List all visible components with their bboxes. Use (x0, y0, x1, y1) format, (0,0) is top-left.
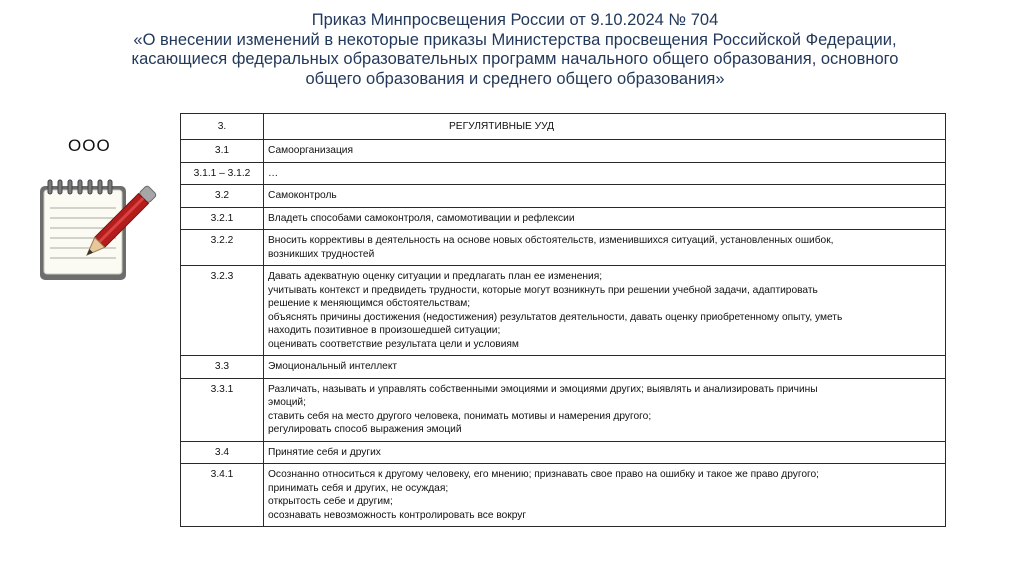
regulatory-uud-table (180, 113, 946, 527)
text-line: эмоций; (268, 397, 306, 408)
table-row (181, 441, 946, 464)
row-text (264, 266, 946, 356)
table-row (181, 356, 946, 379)
text-line: Владеть способами самоконтроля, самомотивации и рефлексии (268, 212, 575, 224)
row-text (264, 162, 946, 185)
table-row (181, 114, 946, 140)
text-line: Осознанно относиться к другому человеку, его мнению; признавать свое право на ошибку и такое же право другого; (268, 469, 819, 480)
text-line: осознавать невозможность контролировать все вокруг (268, 509, 527, 521)
row-number: 3.3 (181, 356, 264, 379)
table-row (181, 140, 946, 163)
row-text (264, 207, 946, 230)
text-line: объяснять причины достижения (недостижения) результатов деятельности, давать оценку приобретенному опыту, уметь (268, 311, 843, 323)
text-line: находить позитивное в произошедшей ситуации; (268, 325, 501, 336)
text-line: Эмоциональный интеллект (268, 361, 398, 372)
row-number: 3.2 (181, 185, 264, 208)
text-line: регулировать способ выражения эмоций (268, 424, 462, 435)
row-text (264, 378, 946, 441)
row-text (264, 114, 946, 140)
row-text (264, 356, 946, 379)
table-row (181, 266, 946, 356)
row-text (264, 185, 946, 208)
text-line: Давать адекватную оценку ситуации и предлагать план ее изменения; (268, 271, 603, 282)
table-row (181, 230, 946, 266)
row-number: 3. (181, 114, 264, 140)
text-line: Различать, называть и управлять собственными эмоциями и эмоциями других; выявлять и анализировать причины (268, 383, 818, 395)
row-number: 3.1.1 – 3.1.2 (181, 162, 264, 185)
row-text (264, 464, 946, 527)
text-line: принимать себя и других, не осуждая; (268, 482, 449, 494)
notepad-pencil-icon (36, 176, 162, 284)
row-number: 3.2.3 (181, 266, 264, 356)
table-row (181, 207, 946, 230)
row-number: 3.3.1 (181, 378, 264, 441)
text-line: возникших трудностей (268, 248, 375, 260)
title-line: Приказ Минпросвещения России от 9.10.2024 № 704 (311, 11, 719, 29)
table-row (181, 162, 946, 185)
text-line: Вносить коррективы в деятельность на основе новых обстоятельств, изменившихся ситуаций, установленных ошибок, (268, 235, 834, 246)
text-line: Самоконтроль (268, 190, 337, 201)
row-number: 3.1 (181, 140, 264, 163)
education-level-label: ООО (68, 136, 111, 155)
text-line: оценивать соответствие результата цели и условиям (268, 338, 519, 350)
title-line: общего образования и среднего общего образования» (305, 69, 725, 88)
table-row (181, 185, 946, 208)
text-line: Самоорганизация (268, 145, 353, 156)
text-line: Принятие себя и других (268, 446, 381, 458)
document-title (100, 11, 930, 89)
table-row (181, 378, 946, 441)
row-number: 3.2.1 (181, 207, 264, 230)
row-number: 3.4.1 (181, 464, 264, 527)
title-line: касающиеся федеральных образовательных программ начального общего образования, основного (131, 50, 899, 68)
row-text (264, 230, 946, 266)
row-text (264, 441, 946, 464)
text-line: учитывать контекст и предвидеть трудности, которые могут возникнуть при решении учебной задачи, адаптировать (268, 284, 818, 296)
title-line: «О внесении изменений в некоторые приказы Министерства просвещения Российской Федерации, (133, 30, 897, 49)
text-line: РЕГУЛЯТИВНЫЕ УУД (449, 121, 555, 132)
row-text (264, 140, 946, 163)
text-line: … (268, 167, 279, 179)
table-row (181, 464, 946, 527)
text-line: ставить себя на место другого человека, понимать мотивы и намерения другого; (268, 410, 652, 422)
text-line: открытость себе и другим; (268, 496, 393, 507)
text-line: решение к меняющимся обстоятельствам; (268, 298, 471, 309)
row-number: 3.2.2 (181, 230, 264, 266)
row-number: 3.4 (181, 441, 264, 464)
